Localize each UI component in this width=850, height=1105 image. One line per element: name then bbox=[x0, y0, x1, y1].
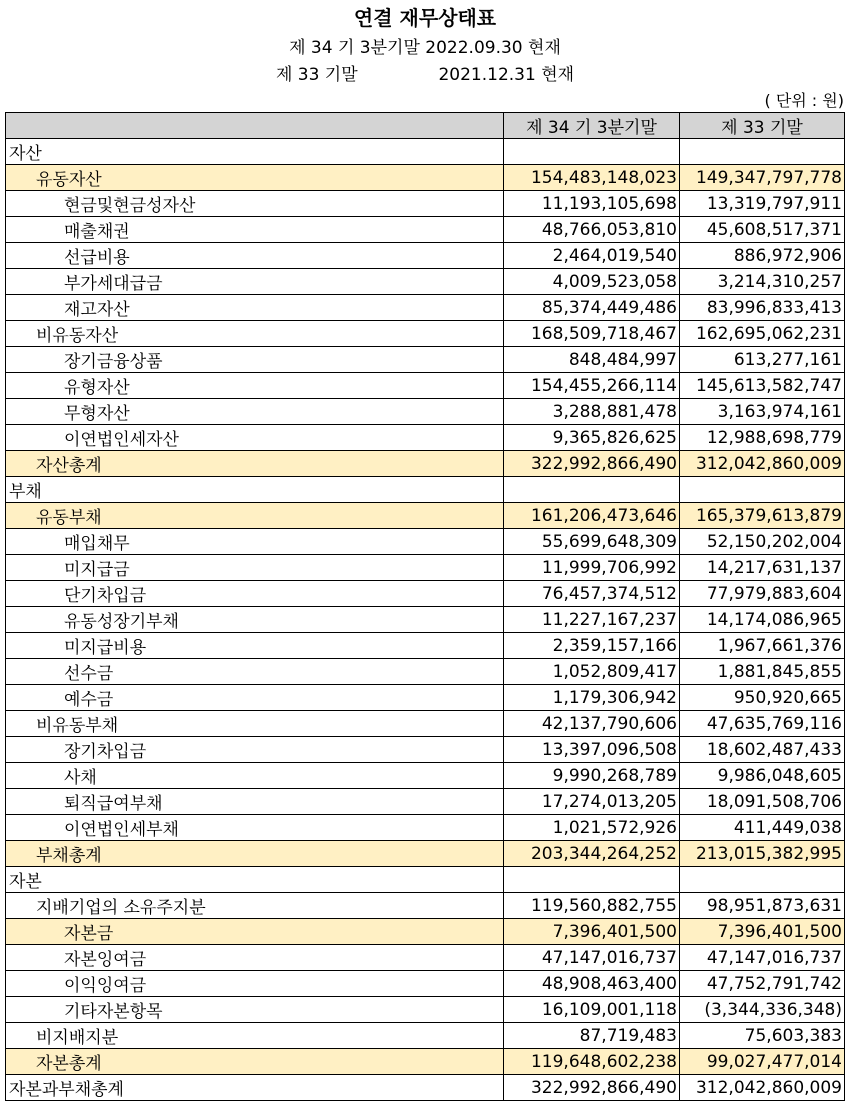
account-label: 미지급금 bbox=[6, 555, 504, 581]
account-label: 부가세대급금 bbox=[6, 269, 504, 295]
table-row bbox=[6, 529, 845, 555]
current-period-value: 55,699,648,309 bbox=[504, 529, 680, 555]
table-row bbox=[6, 633, 845, 659]
account-label: 자본총계 bbox=[6, 1049, 504, 1075]
table-row bbox=[6, 971, 845, 997]
unit-label: ( 단위 : 원) bbox=[764, 91, 844, 110]
column-header-account bbox=[6, 113, 504, 139]
column-header-prior: 제 33 기말 bbox=[680, 113, 845, 139]
table-row bbox=[6, 425, 845, 451]
prior-period-value: 312,042,860,009 bbox=[680, 451, 845, 477]
prior-period-value: 149,347,797,778 bbox=[680, 165, 845, 191]
account-label: 지배기업의 소유주지분 bbox=[6, 893, 504, 919]
current-period-value: 17,274,013,205 bbox=[504, 789, 680, 815]
table-row bbox=[6, 815, 845, 841]
account-label: 사채 bbox=[6, 763, 504, 789]
current-period-value: 48,908,463,400 bbox=[504, 971, 680, 997]
balance-sheet-table bbox=[5, 112, 845, 1101]
account-label: 부채총계 bbox=[6, 841, 504, 867]
current-period-value bbox=[504, 477, 680, 503]
prior-period-value: 18,602,487,433 bbox=[680, 737, 845, 763]
table-header-row bbox=[6, 113, 845, 139]
prior-period-value: 411,449,038 bbox=[680, 815, 845, 841]
table-row bbox=[6, 789, 845, 815]
prior-period-value: 162,695,062,231 bbox=[680, 321, 845, 347]
table-row bbox=[6, 711, 845, 737]
prior-period-value: 47,147,016,737 bbox=[680, 945, 845, 971]
table-row bbox=[6, 139, 845, 165]
current-period-value: 4,009,523,058 bbox=[504, 269, 680, 295]
account-label: 자본금 bbox=[6, 919, 504, 945]
table-row bbox=[6, 191, 845, 217]
current-period-value: 9,365,826,625 bbox=[504, 425, 680, 451]
account-label: 비유동부채 bbox=[6, 711, 504, 737]
table-row bbox=[6, 659, 845, 685]
account-label: 비유동자산 bbox=[6, 321, 504, 347]
prior-period-value: 312,042,860,009 bbox=[680, 1075, 845, 1101]
current-period-value: 13,397,096,508 bbox=[504, 737, 680, 763]
current-period-value: 2,359,157,166 bbox=[504, 633, 680, 659]
table-row bbox=[6, 243, 845, 269]
table-row bbox=[6, 841, 845, 867]
table-body bbox=[6, 139, 845, 1101]
account-label: 이연법인세자산 bbox=[6, 425, 504, 451]
account-label: 이익잉여금 bbox=[6, 971, 504, 997]
table-row bbox=[6, 347, 845, 373]
table-row bbox=[6, 763, 845, 789]
current-period-value: 2,464,019,540 bbox=[504, 243, 680, 269]
account-label: 매출채권 bbox=[6, 217, 504, 243]
prior-period-value: 213,015,382,995 bbox=[680, 841, 845, 867]
table-row bbox=[6, 919, 845, 945]
prior-period-value bbox=[680, 867, 845, 893]
account-label: 단기차입금 bbox=[6, 581, 504, 607]
account-label: 장기금융상품 bbox=[6, 347, 504, 373]
prior-period-value: 77,979,883,604 bbox=[680, 581, 845, 607]
prior-period-value: 99,027,477,014 bbox=[680, 1049, 845, 1075]
current-period-value: 848,484,997 bbox=[504, 347, 680, 373]
account-label: 비지배지분 bbox=[6, 1023, 504, 1049]
table-row bbox=[6, 893, 845, 919]
account-label: 자본잉여금 bbox=[6, 945, 504, 971]
current-period-value: 9,990,268,789 bbox=[504, 763, 680, 789]
table-row bbox=[6, 685, 845, 711]
current-period-value: 203,344,264,252 bbox=[504, 841, 680, 867]
current-period-value: 7,396,401,500 bbox=[504, 919, 680, 945]
table-row bbox=[6, 581, 845, 607]
table-row bbox=[6, 269, 845, 295]
prior-period-value: 83,996,833,413 bbox=[680, 295, 845, 321]
current-period-value: 11,227,167,237 bbox=[504, 607, 680, 633]
current-period-value: 85,374,449,486 bbox=[504, 295, 680, 321]
table-row bbox=[6, 607, 845, 633]
prior-period-value: 3,214,310,257 bbox=[680, 269, 845, 295]
table-row bbox=[6, 1075, 845, 1101]
account-label: 유형자산 bbox=[6, 373, 504, 399]
table-row bbox=[6, 945, 845, 971]
table-row bbox=[6, 373, 845, 399]
prior-period-value: 12,988,698,779 bbox=[680, 425, 845, 451]
account-label: 퇴직급여부채 bbox=[6, 789, 504, 815]
current-period-value: 1,179,306,942 bbox=[504, 685, 680, 711]
prior-period-value: 3,163,974,161 bbox=[680, 399, 845, 425]
account-label: 현금및현금성자산 bbox=[6, 191, 504, 217]
current-period-value: 1,052,809,417 bbox=[504, 659, 680, 685]
table-row bbox=[6, 451, 845, 477]
prior-period-value: 145,613,582,747 bbox=[680, 373, 845, 399]
table-row bbox=[6, 321, 845, 347]
table-row bbox=[6, 165, 845, 191]
account-label: 유동부채 bbox=[6, 503, 504, 529]
prior-period-value bbox=[680, 139, 845, 165]
prior-period-value: 886,972,906 bbox=[680, 243, 845, 269]
prior-period-value: 165,379,613,879 bbox=[680, 503, 845, 529]
prior-period-value: 98,951,873,631 bbox=[680, 893, 845, 919]
prior-period-value: 613,277,161 bbox=[680, 347, 845, 373]
period-prior-date: 2021.12.31 현재 bbox=[438, 65, 575, 85]
prior-period-value: 950,920,665 bbox=[680, 685, 845, 711]
account-label: 자본과부채총계 bbox=[6, 1075, 504, 1101]
account-label: 부채 bbox=[6, 477, 504, 503]
account-label: 예수금 bbox=[6, 685, 504, 711]
account-label: 유동성장기부채 bbox=[6, 607, 504, 633]
current-period-value: 322,992,866,490 bbox=[504, 451, 680, 477]
table-row bbox=[6, 997, 845, 1023]
account-label: 자산 bbox=[6, 139, 504, 165]
current-period-value: 154,455,266,114 bbox=[504, 373, 680, 399]
current-period-value: 11,193,105,698 bbox=[504, 191, 680, 217]
current-period-value: 11,999,706,992 bbox=[504, 555, 680, 581]
current-period-value: 154,483,148,023 bbox=[504, 165, 680, 191]
prior-period-value: 18,091,508,706 bbox=[680, 789, 845, 815]
document-title: 연결 재무상태표 bbox=[353, 6, 497, 30]
prior-period-value: 9,986,048,605 bbox=[680, 763, 845, 789]
account-label: 기타자본항목 bbox=[6, 997, 504, 1023]
table-row bbox=[6, 1049, 845, 1075]
current-period-value: 1,021,572,926 bbox=[504, 815, 680, 841]
current-period-value: 87,719,483 bbox=[504, 1023, 680, 1049]
current-period-value: 16,109,001,118 bbox=[504, 997, 680, 1023]
column-header-current: 제 34 기 3분기말 bbox=[504, 113, 680, 139]
prior-period-value: 45,608,517,371 bbox=[680, 217, 845, 243]
period-prior-label: 제 33 기말 bbox=[275, 65, 358, 85]
prior-period-value: 1,967,661,376 bbox=[680, 633, 845, 659]
account-label: 무형자산 bbox=[6, 399, 504, 425]
account-label: 재고자산 bbox=[6, 295, 504, 321]
current-period-value: 119,560,882,755 bbox=[504, 893, 680, 919]
prior-period-value: 47,635,769,116 bbox=[680, 711, 845, 737]
period-current: 제 34 기 3분기말 2022.09.30 현재 bbox=[289, 38, 561, 58]
current-period-value: 168,509,718,467 bbox=[504, 321, 680, 347]
current-period-value: 76,457,374,512 bbox=[504, 581, 680, 607]
prior-period-value: 75,603,383 bbox=[680, 1023, 845, 1049]
current-period-value: 47,147,016,737 bbox=[504, 945, 680, 971]
table-row bbox=[6, 399, 845, 425]
table-row bbox=[6, 737, 845, 763]
prior-period-value: 14,217,631,137 bbox=[680, 555, 845, 581]
account-label: 미지급비용 bbox=[6, 633, 504, 659]
table-row bbox=[6, 217, 845, 243]
current-period-value: 48,766,053,810 bbox=[504, 217, 680, 243]
table-row bbox=[6, 555, 845, 581]
prior-period-value: 1,881,845,855 bbox=[680, 659, 845, 685]
current-period-value: 322,992,866,490 bbox=[504, 1075, 680, 1101]
account-label: 자산총계 bbox=[6, 451, 504, 477]
table-row bbox=[6, 1023, 845, 1049]
period-prior bbox=[0, 60, 850, 85]
account-label: 자본 bbox=[6, 867, 504, 893]
prior-period-value: (3,344,336,348) bbox=[680, 997, 845, 1023]
current-period-value: 3,288,881,478 bbox=[504, 399, 680, 425]
prior-period-value bbox=[680, 477, 845, 503]
prior-period-value: 14,174,086,965 bbox=[680, 607, 845, 633]
table-row bbox=[6, 295, 845, 321]
account-label: 선수금 bbox=[6, 659, 504, 685]
prior-period-value: 7,396,401,500 bbox=[680, 919, 845, 945]
table-row bbox=[6, 867, 845, 893]
account-label: 이연법인세부채 bbox=[6, 815, 504, 841]
table-row bbox=[6, 477, 845, 503]
prior-period-value: 52,150,202,004 bbox=[680, 529, 845, 555]
current-period-value bbox=[504, 867, 680, 893]
prior-period-value: 13,319,797,911 bbox=[680, 191, 845, 217]
current-period-value bbox=[504, 139, 680, 165]
table-row bbox=[6, 503, 845, 529]
prior-period-value: 47,752,791,742 bbox=[680, 971, 845, 997]
account-label: 매입채무 bbox=[6, 529, 504, 555]
account-label: 유동자산 bbox=[6, 165, 504, 191]
current-period-value: 42,137,790,606 bbox=[504, 711, 680, 737]
current-period-value: 161,206,473,646 bbox=[504, 503, 680, 529]
current-period-value: 119,648,602,238 bbox=[504, 1049, 680, 1075]
account-label: 선급비용 bbox=[6, 243, 504, 269]
account-label: 장기차입금 bbox=[6, 737, 504, 763]
